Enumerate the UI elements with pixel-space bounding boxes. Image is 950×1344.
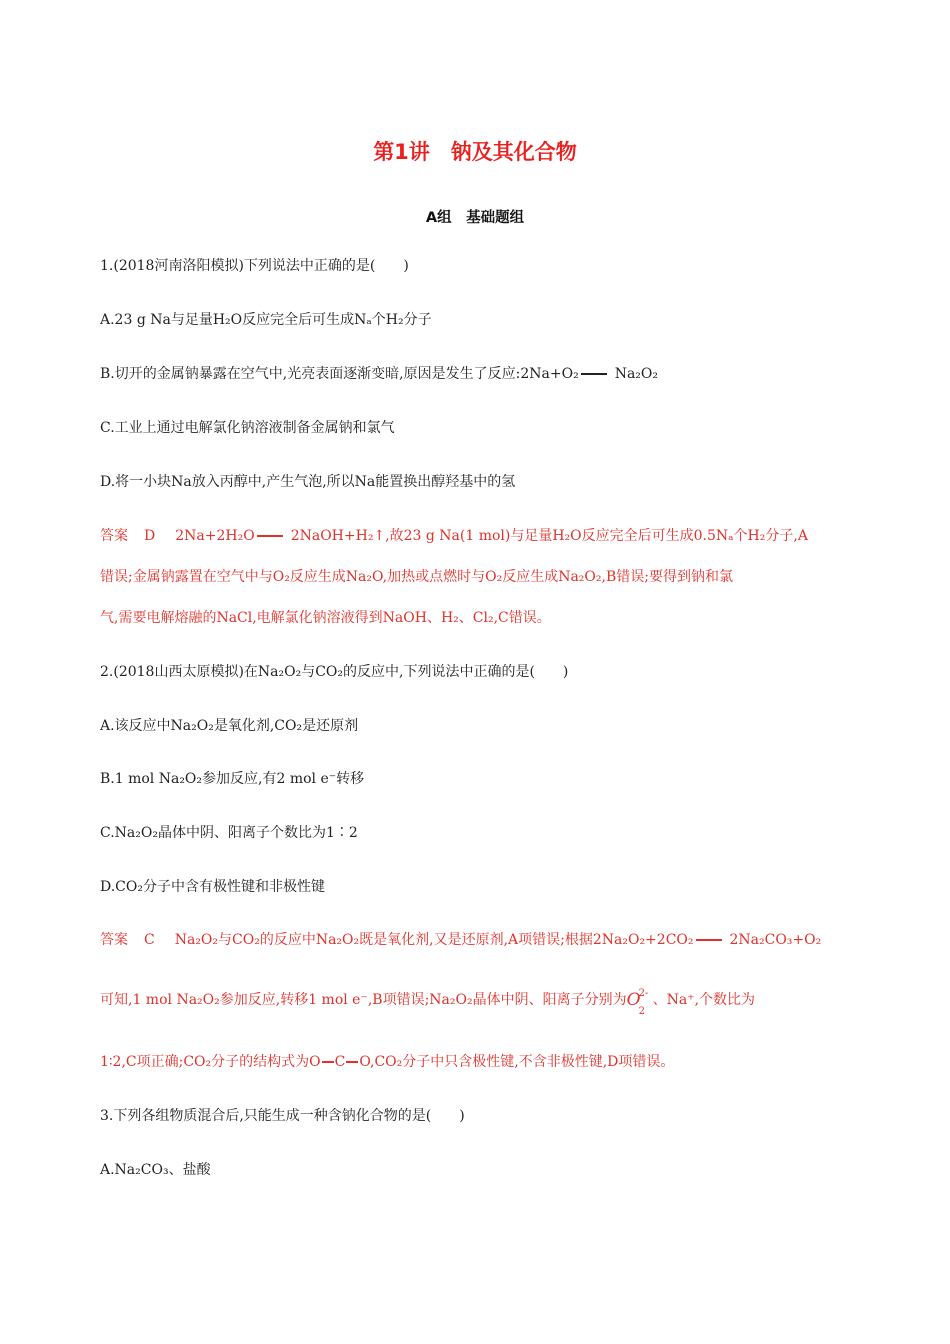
answer-letter: C [144,932,155,948]
q1-option-b-product: Na₂O₂ [614,366,658,382]
group-title: A组 基础题组 [425,210,525,226]
q1-option-b [100,364,658,384]
double-bond-icon [346,1061,358,1063]
q2-option-b: B.1 mol Na₂O₂参加反应,有2 mol e⁻转移 [100,771,365,787]
q2-option-a: A.该反应中Na₂O₂是氧化剂,CO₂是还原剂 [100,718,359,734]
answer-label: 答案 [100,528,128,544]
q1-answer-text-2: 2NaOH+H₂↑,故23 g Na(1 mol)与足量H₂O反应完全后可生成0.5Nₐ个H₂分子,A [290,528,808,544]
q1-answer-line-2: 错误;金属钠露置在空气中与O₂反应生成Na₂O,加热或点燃时与O₂反应生成Na₂O₂,B错误;要得到钠和氯 [100,569,733,585]
q1-option-a: A.23 g Na与足量H₂O反应完全后可生成Nₐ个H₂分子 [100,312,432,328]
q1-answer-line-1 [100,526,808,546]
q2-answer-text: Na₂O₂与CO₂的反应中Na₂O₂既是氧化剂,又是还原剂,A项错误;根据2Na₂O₂+2CO₂ [174,932,694,948]
peroxide-ion-formula: O 2- 2 [626,988,649,1017]
q1-answer-text: 2Na+2H₂O [175,528,255,544]
q2-answer-line-1 [100,930,821,950]
q2-answer-line-2 [100,988,755,1016]
q2-answer-text-4: 、Na⁺,个数比为 [652,992,756,1008]
q1-option-d: D.将一小块Na放入丙醇中,产生气泡,所以Na能置换出醇羟基中的氢 [100,474,516,490]
q1-stem: 1.(2018河南洛阳模拟)下列说法中正确的是( ) [100,258,409,274]
q1-option-b-text: B.切开的金属钠暴露在空气中,光亮表面逐渐变暗,原因是发生了反应:2Na+O₂ [100,366,579,382]
answer-letter: D [144,528,156,544]
q2-option-d: D.CO₂分子中含有极性键和非极性键 [100,879,325,895]
q2-stem: 2.(2018山西太原模拟)在Na₂O₂与CO₂的反应中,下列说法中正确的是( ) [100,664,569,680]
reaction-equals-icon [257,535,283,537]
q2-answer-line-3 [100,1052,674,1072]
q3-stem: 3.下列各组物质混合后,只能生成一种含钠化合物的是( ) [100,1108,465,1124]
page-title: 第1讲 钠及其化合物 [373,140,577,164]
double-bond-icon [322,1061,334,1063]
reaction-equals-icon [581,373,607,375]
carbon-atom: C [334,1054,346,1070]
q2-answer-text-2: 2Na₂CO₃+O₂ [729,932,822,948]
q1-answer-line-3: 气,需要电解熔融的NaCl,电解氯化钠溶液得到NaOH、H₂、Cl₂,C错误。 [100,610,551,626]
q2-answer-text-5: 1∶2,C项正确;CO₂分子的结构式为O [100,1054,321,1070]
q3-option-a: A.Na₂CO₃、盐酸 [100,1162,211,1178]
reaction-equals-icon [696,939,722,941]
q2-option-c: C.Na₂O₂晶体中阴、阳离子个数比为1∶2 [100,825,358,841]
answer-label: 答案 [100,932,128,948]
q1-option-c: C.工业上通过电解氯化钠溶液制备金属钠和氯气 [100,420,395,436]
q2-answer-text-6: O,CO₂分子中只含极性键,不含非极性键,D项错误。 [359,1054,675,1070]
q2-answer-text-3: 可知,1 mol Na₂O₂参加反应,转移1 mol e⁻,B项错误;Na₂O₂晶体中阴、阳离子分别为 [100,992,627,1008]
